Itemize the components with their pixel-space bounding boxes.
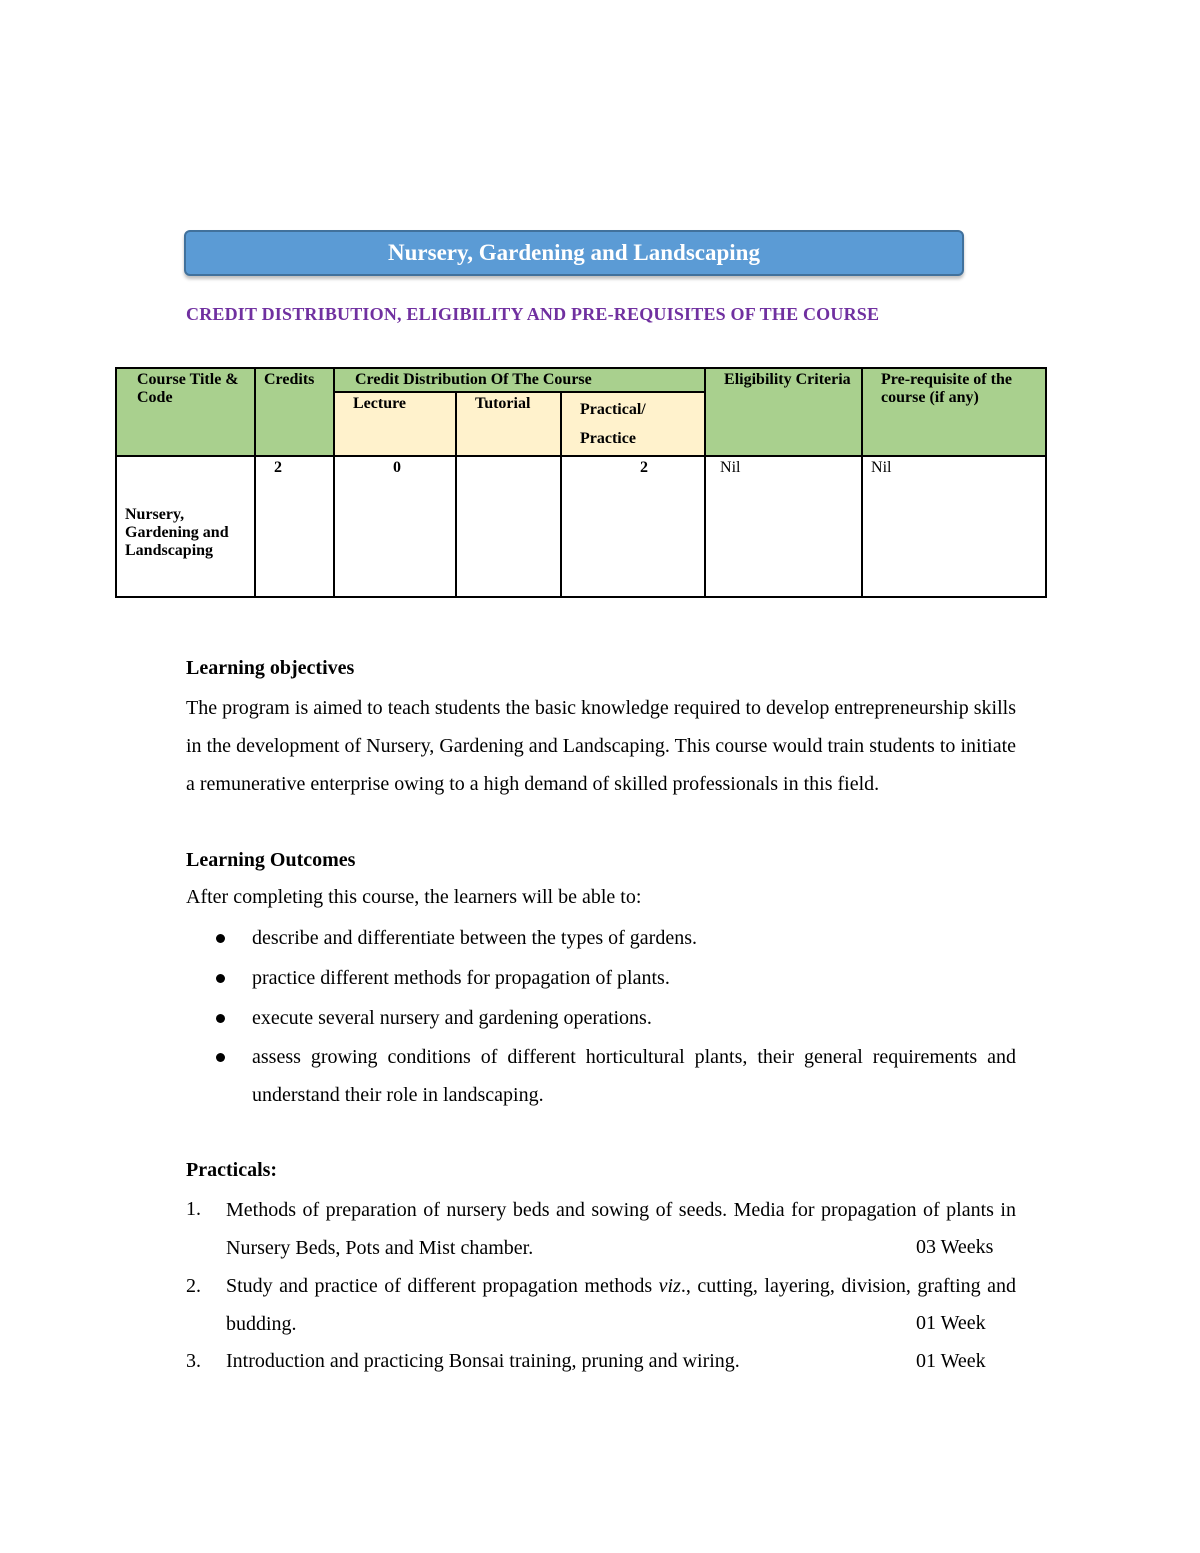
outcome-item: execute several nursery and gardening operations. (252, 1007, 652, 1029)
practical-item-text: Introduction and practicing Bonsai training, pruning and wiring. (226, 1350, 740, 1372)
practical-number: 3. (186, 1350, 201, 1372)
practical-number: 1. (186, 1198, 201, 1220)
cell-practical: 2 (561, 456, 705, 597)
practical-text-part: Study and practice of different propagation methods (226, 1275, 659, 1297)
header-practical: Practical/ Practice (561, 392, 705, 456)
credit-distribution-table (115, 367, 1047, 598)
practical-duration: 01 Week (916, 1350, 986, 1372)
bullet-icon (216, 1014, 225, 1023)
header-eligibility: Eligibility Criteria (705, 368, 862, 456)
section-subheading: CREDIT DISTRIBUTION, ELIGIBILITY AND PRE-REQUISITES OF THE COURSE (186, 304, 880, 324)
cell-eligibility: Nil (705, 456, 862, 597)
learning-objectives-heading: Learning objectives (186, 657, 355, 679)
bullet-icon (216, 1053, 225, 1062)
learning-outcomes-intro: After completing this course, the learners will be able to: (186, 886, 642, 908)
banner-title: Nursery, Gardening and Landscaping (388, 240, 760, 265)
cell-credits: 2 (255, 456, 334, 597)
bullet-icon (216, 934, 225, 943)
outcome-item: assess growing conditions of different horticultural plants, their general requirements and understand their role in landscaping. (252, 1046, 1016, 1106)
header-course-title: Course Title & Code (116, 368, 255, 456)
header-prerequisite: Pre-requisite of the course (if any) (862, 368, 1046, 456)
practical-duration: 03 Weeks (916, 1236, 994, 1258)
cell-lecture: 0 (334, 456, 456, 597)
practical-text-part: ., cutting, layering, division, grafting and budding. (226, 1275, 1016, 1335)
cell-tutorial (456, 456, 561, 597)
cell-prerequisite: Nil (862, 456, 1046, 597)
practical-item-text (226, 1267, 1016, 1343)
bullet-icon (216, 974, 225, 983)
header-credits: Credits (255, 368, 334, 456)
learning-outcomes-heading: Learning Outcomes (186, 849, 356, 871)
cell-course-title: Nursery, Gardening and Landscaping (116, 456, 255, 597)
header-lecture: Lecture (334, 392, 456, 456)
practical-number: 2. (186, 1275, 201, 1297)
outcome-item: describe and differentiate between the types of gardens. (252, 927, 697, 949)
practical-duration: 01 Week (916, 1312, 986, 1334)
header-tutorial: Tutorial (456, 392, 561, 456)
course-title-banner (184, 230, 964, 276)
practical-text-italic: viz (658, 1275, 681, 1297)
practicals-heading: Practicals: (186, 1159, 278, 1181)
outcome-item: practice different methods for propagation of plants. (252, 967, 670, 989)
header-credit-distribution: Credit Distribution Of The Course (334, 368, 705, 392)
practical-item-text: Methods of preparation of nursery beds and sowing of seeds. Media for propagation of plants in Nursery Beds, Pots and Mist chamber. (226, 1199, 1016, 1259)
learning-objectives-text: The program is aimed to teach students the basic knowledge required to develop entrepreneurship skills in the development of Nursery, Gardening and Landscaping. This course would train students to initiate a remunerative enterprise owing to a high demand of skilled professionals in this field. (186, 697, 1016, 795)
